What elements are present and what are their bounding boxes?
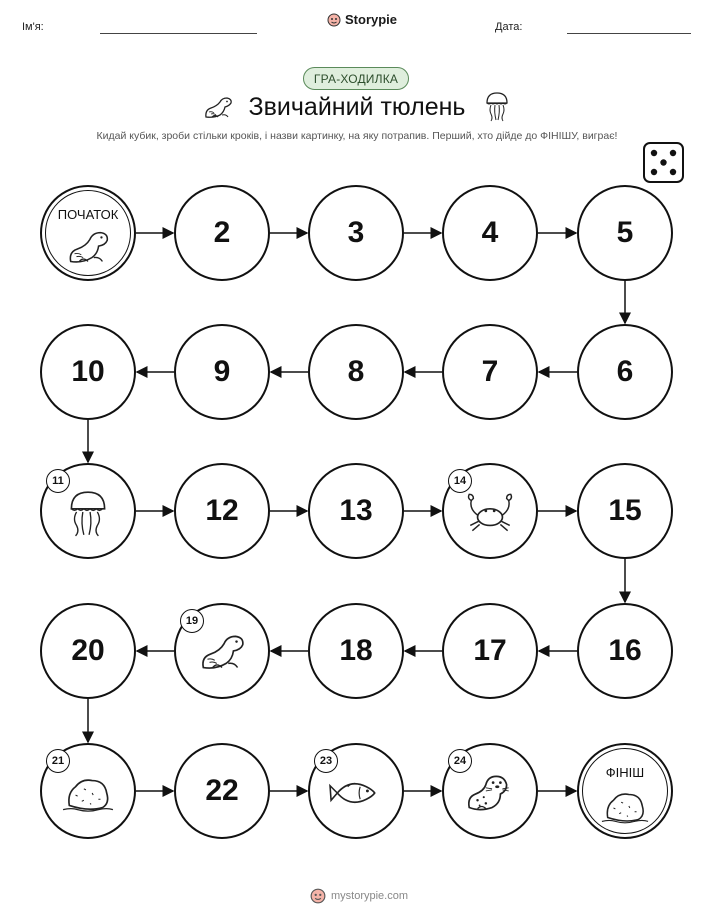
seal-icon xyxy=(195,626,249,680)
cell-number: 3 xyxy=(347,216,365,249)
board-cell-22[interactable] xyxy=(174,743,270,839)
cell-number: 17 xyxy=(473,634,507,667)
board-cell-20[interactable] xyxy=(40,603,136,699)
cell-number: 16 xyxy=(608,634,642,667)
crab-icon xyxy=(463,486,517,540)
board-cell-2[interactable] xyxy=(174,185,270,281)
finish-cell[interactable] xyxy=(577,743,673,839)
cell-number-badge: 11 xyxy=(46,469,70,493)
board-cell-16[interactable] xyxy=(577,603,673,699)
board-cell-14[interactable] xyxy=(442,463,538,559)
board-cell-5[interactable] xyxy=(577,185,673,281)
board-cell-4[interactable] xyxy=(442,185,538,281)
game-type-badge: ГРА-ХОДИЛКА xyxy=(303,67,409,90)
page-title: Звичайний тюлень xyxy=(248,93,466,121)
cell-number: 13 xyxy=(339,494,373,527)
board-cell-10[interactable] xyxy=(40,324,136,420)
date-label: Дата: xyxy=(495,21,523,33)
board-cell-12[interactable] xyxy=(174,463,270,559)
footer-url[interactable]: mystorypie.com xyxy=(331,890,409,902)
board-cell-23[interactable] xyxy=(308,743,404,839)
cell-number-badge: 23 xyxy=(314,749,338,773)
storypie-logo-icon xyxy=(310,888,326,904)
start-label: ПОЧАТОК xyxy=(57,207,119,222)
board-cell-18[interactable] xyxy=(308,603,404,699)
board-cell-24[interactable] xyxy=(442,743,538,839)
seal-icon xyxy=(63,223,113,273)
cell-number: 22 xyxy=(205,774,239,807)
board-cell-3[interactable] xyxy=(308,185,404,281)
footer xyxy=(310,888,408,904)
cell-number: 10 xyxy=(71,355,105,388)
finish-label: ФІНІШ xyxy=(605,765,645,780)
board-cell-7[interactable] xyxy=(442,324,538,420)
instructions-text: Кидай кубик, зроби стільки кроків, і назви картинку, на яку потрапив. Перший, хто дійде до ФІНІШУ, виграє! xyxy=(96,130,618,142)
start-cell[interactable] xyxy=(40,185,136,281)
rock-icon xyxy=(600,781,650,831)
cell-number: 18 xyxy=(339,634,373,667)
board-cell-9[interactable] xyxy=(174,324,270,420)
cell-number-badge: 24 xyxy=(448,749,472,773)
rock-icon xyxy=(61,766,115,820)
jellyfish-icon xyxy=(61,486,115,540)
cell-number: 6 xyxy=(616,355,634,388)
board-cell-6[interactable] xyxy=(577,324,673,420)
cell-number-badge: 14 xyxy=(448,469,472,493)
board-cell-17[interactable] xyxy=(442,603,538,699)
brand-name: Storypie xyxy=(345,12,398,27)
cell-number-badge: 21 xyxy=(46,749,70,773)
cell-number: 4 xyxy=(481,216,499,249)
cell-number-badge: 19 xyxy=(180,609,204,633)
board-cell-13[interactable] xyxy=(308,463,404,559)
fish-icon xyxy=(329,766,383,820)
cell-number: 20 xyxy=(71,634,105,667)
cell-number: 8 xyxy=(347,355,365,388)
cell-number: 9 xyxy=(213,355,231,388)
name-label: Ім'я: xyxy=(22,21,44,33)
cell-number: 15 xyxy=(608,494,642,527)
cell-number: 12 xyxy=(205,494,239,527)
cell-number: 7 xyxy=(481,355,499,388)
cell-number: 5 xyxy=(616,216,634,249)
spotted-seal-icon xyxy=(463,766,517,820)
cell-number: 2 xyxy=(213,216,231,249)
board-cell-8[interactable] xyxy=(308,324,404,420)
board-cell-19[interactable] xyxy=(174,603,270,699)
board-cell-11[interactable] xyxy=(40,463,136,559)
board-cell-15[interactable] xyxy=(577,463,673,559)
board-cell-21[interactable] xyxy=(40,743,136,839)
